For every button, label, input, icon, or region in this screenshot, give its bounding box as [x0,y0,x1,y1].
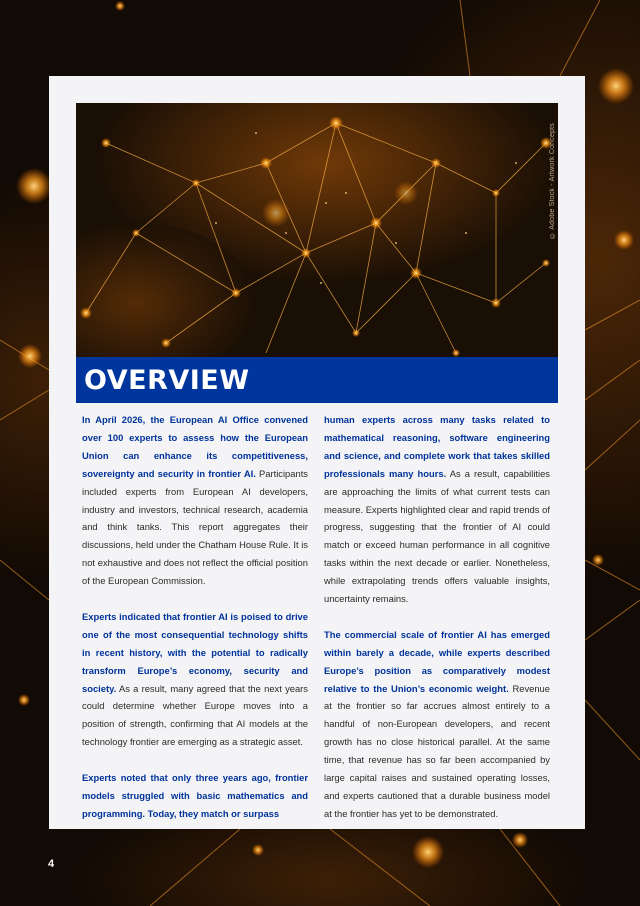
paragraph-body: As a result, many agreed that the next years could determine whether Europe moves into a position of strength, confirming that AI models at the technology frontier are emerging as a strategic asset. [82,682,308,748]
paragraph-body: As a result, capabilities are approaching the limits of what current tests can measure. Experts highlighted clear and rapid trends of progress, suggesting that the frontier of AI could match or exceed human performance in all cognitive tasks within the next decade or earlier. Nonetheless, while extrapolating trends offers valuable insights, uncertainty remains. [324,467,550,605]
paragraph [82,769,308,823]
paragraph-lead: In April 2026, the European AI Office convened over 100 experts to assess how the European Union can enhance its competitiveness, sovereignty and security in frontier AI. [82,414,308,479]
text-column-right [324,411,550,841]
paragraph [324,626,550,823]
paragraph-body: Participants included experts from European AI developers, industry and investors, technical research, academia and think tanks. This report aggregates their discussions, held under the Chatham House Rule. It is not exhaustive and does not reflect the official position of the European Commission. [82,467,308,587]
paragraph-lead: Experts noted that only three years ago, frontier models struggled with basic mathematics and programming. Today, they match or surpass [82,772,308,819]
hero-image [76,103,558,357]
photo-credit: © Adobe Stock - Artwork Concepts [549,123,556,239]
page-title: OVERVIEW [84,365,250,396]
paragraph [82,608,308,751]
text-column-left [82,411,308,841]
page-number: 4 [48,858,55,870]
paragraph-lead: human experts across many tasks related to mathematical reasoning, software engineering and science, and complete work that takes skilled professionals many hours. [324,414,550,479]
paragraph-lead: The commercial scale of frontier AI has emerged within barely a decade, while experts described Europe’s position as comparatively modest relative to the Union’s economic weight. [324,628,550,694]
paragraph [324,411,550,608]
network-illustration [76,103,558,357]
paragraph [82,411,308,590]
title-bar [76,357,558,403]
content-panel [49,76,585,829]
paragraph-body: Revenue at the frontier so far accrues almost entirely to a handful of non-European developers, and recent growth has no close historical parallel. At the same time, that revenue has so far been accompanied by large capital raises and sustained operating losses, and experts cautioned that a durable business model at the frontier has yet to be demonstrated. [324,682,550,819]
paragraph-lead: Experts indicated that frontier AI is poised to drive one of the most consequential technology shifts in recent history, with the potential to radically transform Europe’s economy, security and society. [82,610,308,694]
